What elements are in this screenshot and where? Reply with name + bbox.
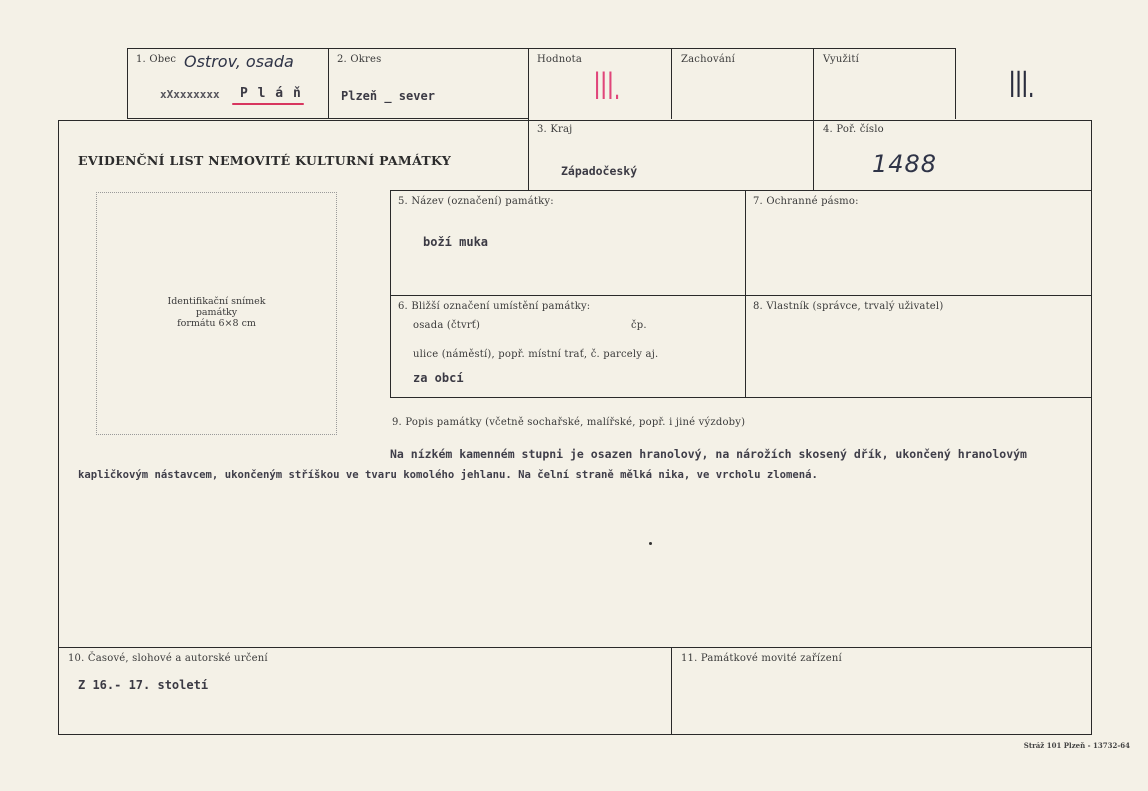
red-underline — [232, 103, 304, 105]
obec-struck: xXxxxxxxx — [160, 88, 220, 101]
osada-label: osada (čtvrť) — [413, 320, 481, 331]
hodnota-value: III. — [594, 64, 621, 108]
rule — [58, 120, 59, 735]
umisteni-label: 6. Bližší označení umístění památky: — [398, 301, 591, 312]
corner-value: III. — [1009, 64, 1035, 106]
rule — [671, 48, 672, 119]
hodnota-label: Hodnota — [537, 54, 582, 65]
ulice-label: ulice (náměstí), popř. místní trať, č. parcely aj. — [413, 349, 659, 360]
photo-caption-line: Identifikační snímek — [167, 296, 266, 307]
rule — [390, 397, 1092, 398]
zarizeni-label: 11. Památkové movité zařízení — [681, 653, 842, 664]
cislo-value: 1488 — [872, 150, 938, 178]
rule — [1091, 120, 1092, 735]
ochranne-label: 7. Ochranné pásmo: — [753, 196, 859, 207]
obec-handwritten: Ostrov, osada — [184, 52, 294, 71]
nazev-value: boží muka — [423, 235, 489, 249]
rule — [390, 190, 1092, 191]
ink-dot — [649, 542, 652, 545]
urceni-label: 10. Časové, slohové a autorské určení — [68, 653, 268, 664]
popis-label: 9. Popis památky (včetně sochařské, malířské, popř. i jiné výzdoby) — [392, 417, 746, 428]
okres-value: Plzeň _ sever — [341, 89, 435, 103]
rule — [390, 190, 391, 398]
document-title: EVIDENČNÍ LIST NEMOVITÉ KULTURNÍ PAMÁTKY — [78, 153, 452, 168]
rule — [58, 734, 1092, 735]
rule — [813, 48, 814, 190]
photo-placeholder — [96, 192, 337, 435]
cp-label: čp. — [631, 320, 647, 331]
rule — [58, 120, 1092, 121]
popis-line: Na nízkém kamenném stupni je osazen hranolový, na nárožích skosený dřík, ukončený hranolovým — [390, 447, 1027, 461]
rule — [528, 48, 529, 190]
rule — [390, 295, 1092, 296]
obec-label: 1. Obec — [136, 54, 177, 65]
rule — [745, 190, 746, 398]
kraj-label: 3. Kraj — [537, 124, 573, 135]
nazev-label: 5. Název (označení) památky: — [398, 196, 554, 207]
vlastnik-label: 8. Vlastník (správce, trvalý uživatel) — [753, 301, 944, 312]
rule — [127, 48, 955, 49]
urceni-value: Z 16.- 17. století — [78, 678, 209, 692]
rule — [671, 647, 672, 735]
printer-mark: Stráž 101 Plzeň - 13732-64 — [1023, 741, 1130, 750]
zachovani-label: Zachování — [681, 54, 736, 65]
cislo-label: 4. Poř. číslo — [823, 124, 884, 135]
obec-value: P l á ň — [240, 86, 302, 101]
okres-label: 2. Okres — [337, 54, 382, 65]
vyuziti-label: Využití — [823, 54, 859, 65]
rule — [955, 48, 956, 119]
photo-caption-line: formátu 6×8 cm — [177, 318, 256, 329]
photo-caption-line: památky — [195, 307, 238, 318]
popis-line: kapličkovým nástavcem, ukončeným stříškou ve tvaru komolého jehlanu. Na čelní straně mělká nika, ve vrcholu zlomená. — [78, 469, 818, 481]
rule — [58, 647, 1092, 648]
rule — [328, 48, 329, 119]
kraj-value: Západočeský — [561, 164, 638, 178]
umisteni-value: za obcí — [413, 371, 464, 385]
rule — [127, 48, 128, 119]
